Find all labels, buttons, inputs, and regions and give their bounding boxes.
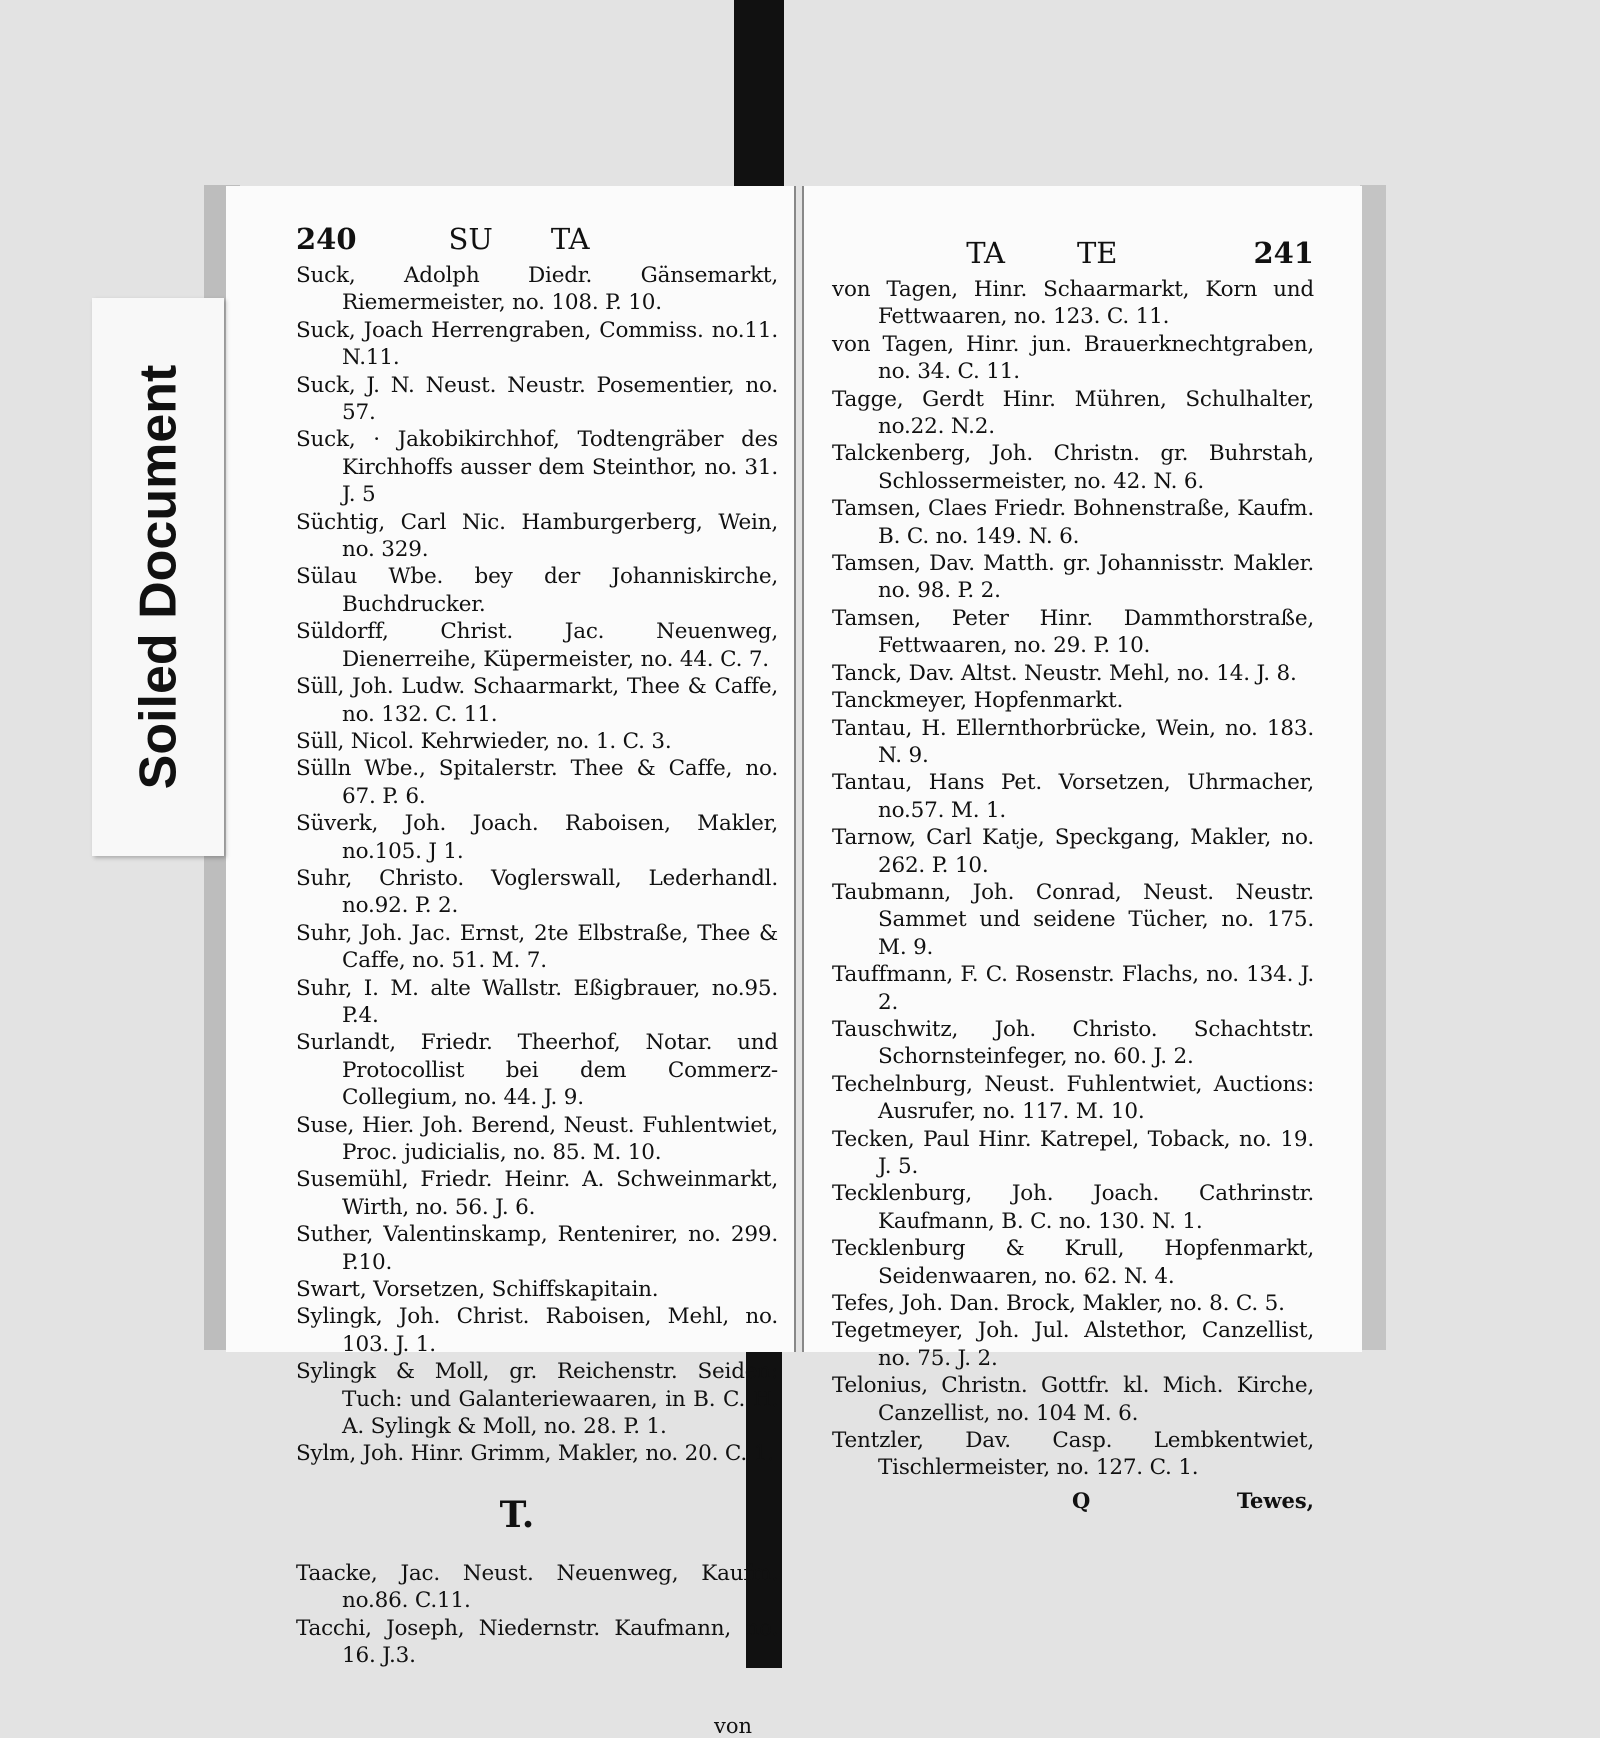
directory-entry: Surlandt, Friedr. Theerhof, Notar. und Protocollist bei dem Commerz-Collegium, no. 44. J. 9.: [296, 1030, 778, 1111]
section-letter: T.: [499, 1493, 535, 1536]
directory-entry: von Tagen, Hinr. jun. Brauerknechtgraben, no. 34. C. 11.: [832, 331, 1314, 385]
left-entry-list: [296, 262, 778, 1468]
catchword: von: [713, 1713, 752, 1738]
right-page-header: [832, 236, 1314, 270]
directory-entry: Tegetmeyer, Joh. Jul. Alstethor, Canzellist, no. 75. J. 2.: [832, 1318, 1314, 1371]
directory-entry: Sülln Wbe., Spitalerstr. Thee & Caffe, no. 67. P. 6.: [296, 756, 778, 809]
directory-entry: Tauschwitz, Joh. Christo. Schachtstr. Schornsteinfeger, no. 60. J. 2.: [832, 1016, 1314, 1070]
header-key-start: TA: [966, 236, 1005, 270]
directory-entry: Tecken, Paul Hinr. Katrepel, Toback, no. 19. J. 5.: [832, 1126, 1314, 1179]
header-key-end: TE: [1076, 236, 1118, 270]
directory-entry: Tanckmeyer, Hopfenmarkt.: [832, 688, 1124, 714]
directory-entry: Tamsen, Claes Friedr. Bohnenstraße, Kaufm. B. C. no. 149. N. 6.: [832, 496, 1314, 549]
directory-entry: Tefes, Joh. Dan. Brock, Makler, no. 8. C. 5.: [832, 1291, 1285, 1317]
directory-entry: Swart, Vorsetzen, Schiffskapitain.: [296, 1277, 659, 1303]
left-page-header: [296, 222, 778, 256]
directory-entry: Tantau, Hans Pet. Vorsetzen, Uhrmacher, no.57. M. 1.: [832, 770, 1314, 823]
page-number: 240: [296, 222, 357, 256]
directory-entry: Sylingk & Moll, gr. Reichenstr. Seiden: Tuch: und Galanteriewaaren, in B. C. H. A. Sylingk & Moll, no. 28. P. 1.: [296, 1359, 778, 1440]
directory-entry: Talckenberg, Joh. Christn. gr. Buhrstah, Schlossermeister, no. 42. N. 6.: [832, 441, 1314, 494]
directory-entry: Telonius, Christn. Gottfr. kl. Mich. Kirche, Canzellist, no. 104 M. 6.: [832, 1373, 1314, 1426]
directory-entry: Tarnow, Carl Katje, Speckgang, Makler, no. 262. P. 10.: [832, 825, 1314, 878]
right-page-edge: [1360, 185, 1386, 1350]
directory-entry: Suck, Joach Herrengraben, Commiss. no.11. N.11.: [296, 317, 778, 371]
directory-entry: Tauffmann, F. C. Rosenstr. Flachs, no. 134. J. 2.: [832, 962, 1314, 1015]
directory-entry: Süchtig, Carl Nic. Hamburgerberg, Wein, no. 329.: [296, 509, 778, 563]
directory-entry: Suhr, I. M. alte Wallstr. Eßigbrauer, no.95. P.4.: [296, 975, 778, 1028]
directory-entry: Süll, Nicol. Kehrwieder, no. 1. C. 3.: [296, 728, 672, 754]
directory-entry: Süll, Joh. Ludw. Schaarmarkt, Thee & Caffe, no. 132. C. 11.: [296, 674, 778, 727]
directory-entry: Suhr, Christo. Voglerswall, Lederhandl. no.92. P. 2.: [296, 865, 778, 919]
page-number: 241: [1253, 236, 1314, 270]
directory-entry: Sylm, Joh. Hinr. Grimm, Makler, no. 20. C. 1.: [296, 1441, 774, 1467]
directory-entry: Tagge, Gerdt Hinr. Mühren, Schulhalter, no.22. N.2.: [832, 386, 1314, 440]
directory-entry: Suck, · Jakobikirchhof, Todtengräber des Kirchhoffs ausser dem Steinthor, no. 31. J. 5: [296, 427, 778, 508]
header-key-end: TA: [550, 222, 590, 256]
catchword: Tewes,: [1236, 1487, 1314, 1513]
directory-entry: Suhr, Joh. Jac. Ernst, 2te Elbstraße, Thee & Caffe, no. 51. M. 7.: [296, 920, 778, 974]
signature-mark: Q: [1072, 1487, 1091, 1513]
directory-entry: Susemühl, Friedr. Heinr. A. Schweinmarkt, Wirth, no. 56. J. 6.: [296, 1167, 778, 1220]
directory-entry: Suther, Valentinskamp, Rentenirer, no. 299. P.10.: [296, 1222, 778, 1275]
directory-entry: Süldorff, Christ. Jac. Neuenweg, Dienerreihe, Küpermeister, no. 44. C. 7.: [296, 619, 778, 672]
right-page: [802, 186, 1362, 1513]
left-page: [226, 186, 796, 1738]
soiled-document-label: [92, 298, 224, 856]
directory-entry: Sülau Wbe. bey der Johanniskirche, Buchdrucker.: [296, 564, 778, 617]
directory-entry: Sylingk, Joh. Christ. Raboisen, Mehl, no. 103. J. 1.: [296, 1304, 778, 1357]
directory-entry: Tacchi, Joseph, Niedernstr. Kaufmann, no. 16. J.3.: [296, 1615, 778, 1669]
right-entry-list: [832, 276, 1314, 1482]
directory-entry: Tantau, H. Ellernthorbrücke, Wein, no. 183. N. 9.: [832, 715, 1314, 768]
binding-spine-top: [734, 0, 784, 200]
label-text: Soiled Document: [129, 364, 187, 790]
directory-entry: Suck, Adolph Diedr. Gänsemarkt, Riemermeister, no. 108. P. 10.: [296, 263, 778, 316]
directory-entry: Suck, J. N. Neust. Neustr. Posementier, no. 57.: [296, 372, 778, 426]
directory-entry: Tanck, Dav. Altst. Neustr. Mehl, no. 14. J. 8.: [832, 660, 1297, 686]
directory-entry: Tecklenburg & Krull, Hopfenmarkt, Seidenwaaren, no. 62. N. 4.: [832, 1236, 1314, 1289]
header-key-start: SU: [448, 222, 493, 256]
directory-entry: Tecklenburg, Joh. Joach. Cathrinstr. Kaufmann, B. C. no. 130. N. 1.: [832, 1181, 1314, 1234]
directory-entry: Tentzler, Dav. Casp. Lembkentwiet, Tischlermeister, no. 127. C. 1.: [832, 1428, 1314, 1481]
directory-entry: Techelnburg, Neust. Fuhlentwiet, Auctions: Ausrufer, no. 117. M. 10.: [832, 1071, 1314, 1125]
t-entry-list: [296, 1560, 778, 1670]
directory-entry: Taubmann, Joh. Conrad, Neust. Neustr. Sammet und seidene Tücher, no. 175. M. 9.: [832, 879, 1314, 960]
directory-entry: Tamsen, Dav. Matth. gr. Johannisstr. Makler. no. 98. P. 2.: [832, 551, 1314, 604]
directory-entry: Süverk, Joh. Joach. Raboisen, Makler, no.105. J 1.: [296, 811, 778, 864]
directory-entry: von Tagen, Hinr. Schaarmarkt, Korn und Fettwaaren, no. 123. C. 11.: [832, 277, 1314, 330]
directory-entry: Tamsen, Peter Hinr. Dammthorstraße, Fettwaaren, no. 29. P. 10.: [832, 605, 1314, 659]
directory-entry: Taacke, Jac. Neust. Neuenweg, Kaufm. no.86. C.11.: [296, 1560, 778, 1614]
page-footer: [832, 1488, 1314, 1513]
directory-entry: Suse, Hier. Joh. Berend, Neust. Fuhlentwiet, Proc. judicialis, no. 85. M. 10.: [296, 1112, 778, 1165]
